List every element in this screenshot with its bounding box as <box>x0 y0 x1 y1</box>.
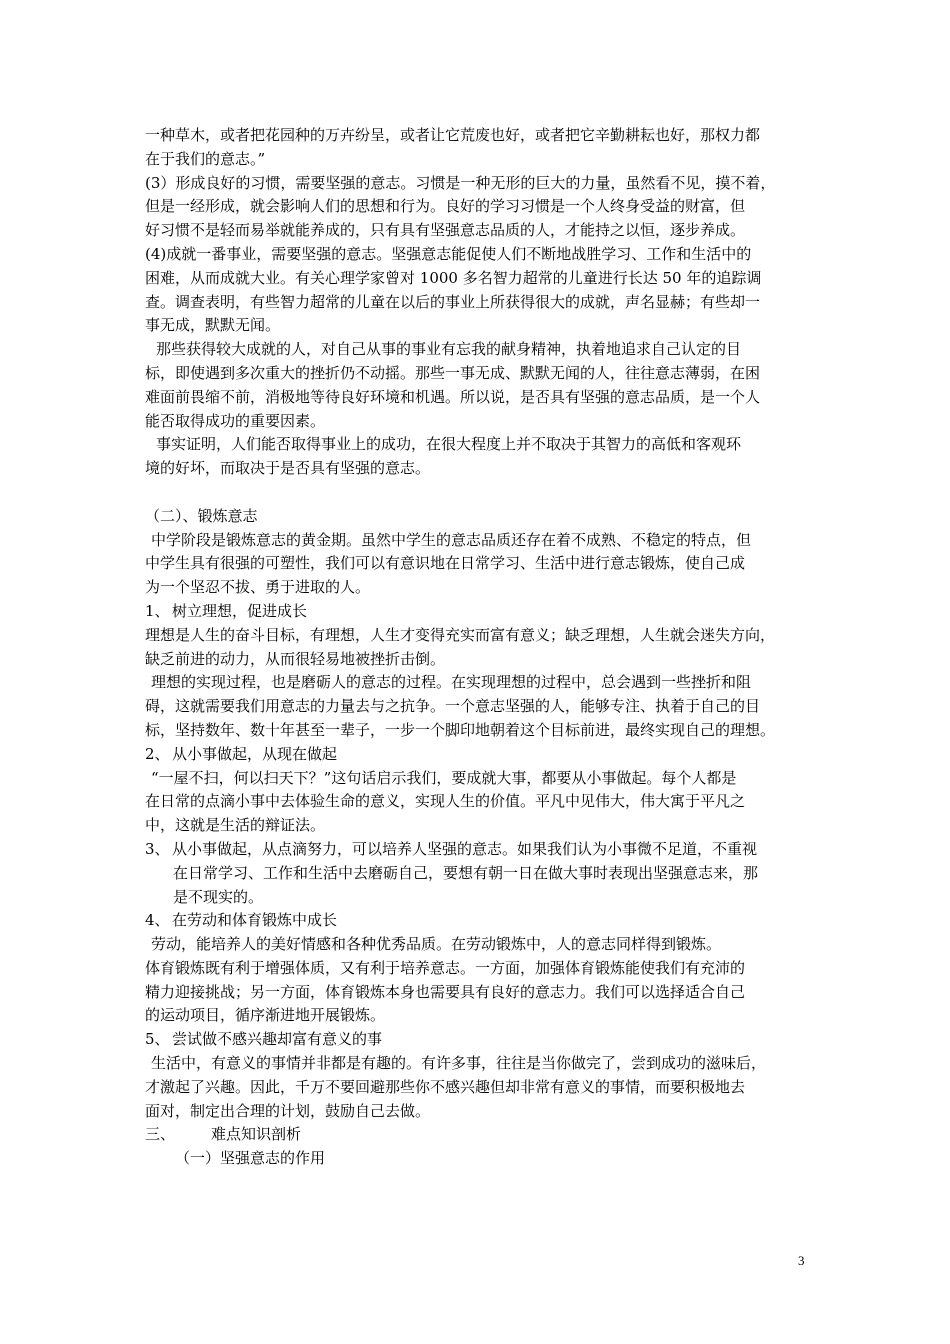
text-line: 一种草木，或者把花园种的万卉纷呈，或者让它荒废也好，或者把它辛勤耕耘也好，那权力都 <box>145 126 761 144</box>
list-number: 4、 <box>145 911 170 930</box>
section-heading-text: 难点知识剖析 <box>211 1125 302 1144</box>
text-line: 但是一经形成，就会影响人们的思想和行为。良好的学习习惯是一个人终身受益的财富，但 <box>145 197 746 216</box>
text-line: 境的好坏，而取决于是否具有坚强的意志。 <box>145 459 431 478</box>
subsection-heading: （一）坚强意志的作用 <box>175 1149 326 1168</box>
text-line: 那些获得较大成就的人，对自己从事的事业有忘我的献身精神，执着地追求自己认定的目 <box>156 340 742 359</box>
text-line: 查。调查表明，有些智力超常的儿童在以后的事业上所获得很大的成就，声名显赫；有些却一 <box>145 292 761 311</box>
text-line: 为一个坚忍不拔、勇于进取的人。 <box>145 578 371 597</box>
text-line: 标，即使遇到多次重大的挫折仍不动摇。那些一事无成、默默无闻的人，往往意志薄弱，在困 <box>145 363 761 382</box>
text-line: 难面前畏缩不前，消极地等待良好环境和机遇。所以说，是否具有坚强的意志品质，是一个人 <box>145 387 761 406</box>
list-number: 5、 <box>145 1030 170 1049</box>
list-heading-text: 尝试做不感兴趣却富有意义的事 <box>172 1030 383 1049</box>
document-body <box>145 124 817 1171</box>
text-line: 劳动，能培养人的美好情感和各种优秀品质。在劳动锻炼中，人的意志同样得到锻炼。 <box>151 935 722 954</box>
text-line: 中，这就是生活的辩证法。 <box>145 816 326 835</box>
list-heading <box>145 600 817 624</box>
text-line: 体育锻炼既有利于增强体质，又有利于培养意志。一方面，加强体育锻炼能使我们有充沛的 <box>145 958 746 977</box>
text-line: 精力迎接挑战；另一方面，体育锻炼本身也需要具有良好的意志力。我们可以选择适合自己 <box>145 982 746 1001</box>
section-heading: （二）、锻炼意志 <box>145 506 258 525</box>
list-number: 1、 <box>145 601 170 620</box>
page-number: 3 <box>798 1253 805 1268</box>
text-line: 面对，制定出合理的计划，鼓励自己去做。 <box>145 1101 431 1120</box>
text-line: (3）形成良好的习惯，需要坚强的意志。习惯是一种无形的巨大的力量，虽然看不见，摸不着， <box>145 173 776 192</box>
text-line: 碍，这就需要我们用意志的力量去与之抗争。一个意志坚强的人，能够专注、执着于自己的目 <box>145 697 761 716</box>
text-line: 才激起了兴趣。因此，千万不要回避那些你不感兴趣但却非常有意义的事情，而要积极地去 <box>145 1077 746 1096</box>
text-line: 理想是人生的奋斗目标，有理想，人生才变得充实而富有意义；缺乏理想，人生就会迷失方向， <box>145 625 776 644</box>
text-line: 理想的实现过程，也是磨砺人的意志的过程。在实现理想的过程中，总会遇到一些挫折和阻 <box>151 673 752 692</box>
list-item-text: 从小事做起，从点滴努力，可以培养人坚强的意志。如果我们认为小事微不足道，不重视 <box>172 839 758 858</box>
text-line: 中学阶段是锻炼意志的黄金期。虽然中学生的意志品质还存在着不成熟、不稳定的特点，但 <box>151 530 752 549</box>
list-number: 3、 <box>145 839 170 858</box>
text-line: 事无成，默默无闻。 <box>145 316 281 335</box>
text-line: 在日常学习、工作和生活中去磨砺自己，要想有朝一日在做大事时表现出坚强意志来，那 <box>173 863 759 882</box>
text-line: 能否取得成功的重要因素。 <box>145 411 326 430</box>
text-line: (4)成就一番事业，需要坚强的意志。坚强意志能促使人们不断地战胜学习、工作和生活中的 <box>145 244 752 263</box>
text-line: 标，坚持数年、数十年甚至一辈子，一步一个脚印地朝着这个目标前进，最终实现自己的理想。 <box>145 720 776 739</box>
text-line: 缺乏前进的动力，从而很轻易地被挫折击倒。 <box>145 649 446 668</box>
list-heading <box>145 909 817 933</box>
list-heading-text: 在劳动和体育锻炼中成长 <box>172 911 338 930</box>
list-number: 2、 <box>145 744 170 763</box>
list-heading-text: 树立理想，促进成长 <box>172 601 308 620</box>
text-line: 生活中，有意义的事情并非都是有趣的。有许多事，往往是当你做完了，尝到成功的滋味后， <box>151 1054 767 1073</box>
list-heading <box>145 743 817 767</box>
text-line: 困难，从而成就大业。有关心理学家曾对 1000 多名智力超常的儿童进行长达 50 年的追踪调 <box>145 268 762 287</box>
text-line: 在日常的点滴小事中去体验生命的意义，实现人生的价值。平凡中见伟大，伟大寓于平凡之 <box>145 792 746 811</box>
text-line: “一屋不扫，何以扫天下？”这句话启示我们，要成就大事，都要从小事做起。每个人都是 <box>151 768 737 787</box>
text-line: 是不现实的。 <box>173 887 264 906</box>
text-line: 事实证明，人们能否取得事业上的成功，在很大程度上并不取决于其智力的高低和客观环 <box>156 435 742 454</box>
text-line: 在于我们的意志。” <box>145 149 266 168</box>
text-line: 中学生具有很强的可塑性，我们可以有意识地在日常学习、生活中进行意志锻炼，使自己成 <box>145 554 746 573</box>
list-heading <box>145 838 817 862</box>
section-heading <box>145 1123 817 1147</box>
list-heading-text: 从小事做起，从现在做起 <box>172 744 338 763</box>
text-line: 好习惯不是轻而易举就能养成的，只有具有坚强意志品质的人，才能持之以恒，逐步养成。 <box>145 221 746 240</box>
list-heading <box>145 1028 817 1052</box>
text-line: 的运动项目，循序渐进地开展锻炼。 <box>145 1006 386 1025</box>
section-number: 三、 <box>145 1125 176 1144</box>
blank-line <box>145 481 817 505</box>
